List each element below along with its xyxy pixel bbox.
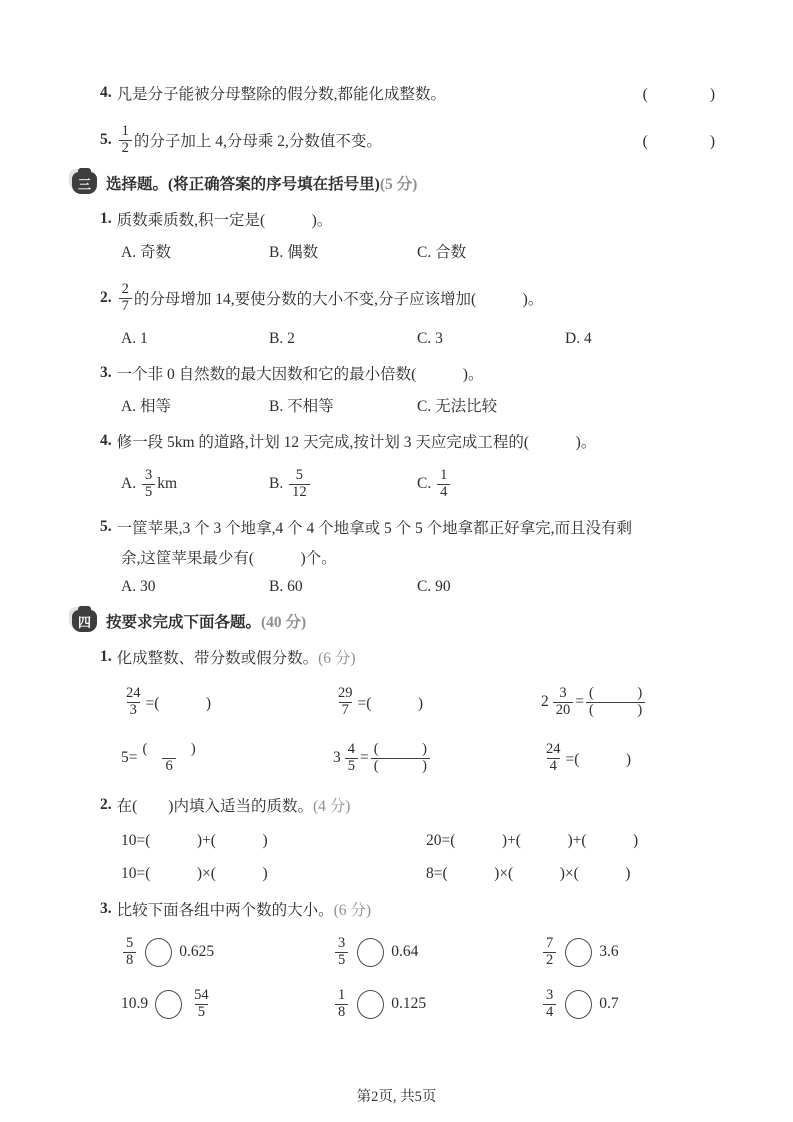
answer-blank[interactable]: =( ) [145, 695, 212, 713]
question-score: (4 分) [312, 798, 351, 816]
fill-question-3 [100, 898, 715, 920]
fraction: $\frac{29}{7}$ [338, 685, 353, 718]
compare-circle[interactable] [565, 938, 592, 967]
fraction: $\frac{3}{5}$ [335, 936, 348, 968]
section3-pouch-icon: 三 [72, 172, 97, 194]
question-number: 4. [100, 84, 112, 101]
fraction: $\frac{54}{5}$ [194, 987, 209, 1020]
question-text: 质数乘质数,积一定是( )。 [116, 212, 333, 230]
fraction: $\frac{5}{12}$ [289, 468, 310, 500]
page-footer: 第2页, 共5页 [356, 1089, 437, 1105]
section4-score: (40 分) [261, 614, 307, 632]
question-text: 比较下面各组中两个数的大小。 [116, 902, 334, 920]
compare-circle[interactable] [357, 938, 384, 967]
compare-pair: $\frac{7}{2}$ 3.6 [541, 936, 715, 968]
option-a[interactable]: A. 1 [121, 330, 148, 348]
mc-question-2 [100, 276, 715, 320]
question-score: (6 分) [318, 650, 356, 668]
answer-bracket[interactable]: ( ) [642, 133, 715, 151]
convert-item [121, 686, 333, 718]
section3-title: 选择题。(将正确答案的序号填在括号里) [106, 176, 380, 194]
compare-circle[interactable] [155, 990, 182, 1019]
fraction: $\frac{1}{2}$ [119, 124, 132, 156]
mc-question-3 [100, 362, 715, 384]
tf-item-5 [100, 124, 715, 156]
compare-pair: $\frac{3}{4}$ 0.7 [541, 988, 715, 1020]
compare-row-1 [121, 926, 715, 978]
question-text-line2: 余,这筐苹果最少有( )个。 [121, 550, 337, 568]
option-d[interactable]: D. 4 [565, 330, 592, 348]
fraction: $\frac{24}{3}$ [126, 685, 141, 718]
fraction: $\frac{2}{7}$ [119, 282, 132, 314]
section4-title: 按要求完成下面各题。 [106, 614, 262, 632]
option-b[interactable]: B. 不相等 [269, 398, 334, 416]
mc-question-1-options [121, 240, 715, 262]
fraction: $\frac{7}{2}$ [543, 936, 556, 968]
mc-question-5 [100, 516, 715, 538]
section4-header [72, 610, 715, 632]
compare-pair: $\frac{5}{8}$ 0.625 [121, 936, 333, 968]
fraction: $\frac{24}{4}$ [546, 741, 561, 774]
mc-question-4 [100, 430, 715, 452]
compare-circle[interactable] [145, 938, 172, 967]
fraction: $\frac{3}{20}$ [553, 686, 574, 718]
option-c[interactable]: C. 无法比较 [417, 398, 498, 416]
option-a[interactable]: A. $\frac{3}{5}$ km [121, 467, 178, 500]
option-c[interactable]: C. 3 [417, 330, 443, 348]
answer-fraction-blank[interactable]: $\frac{( )}{6}$ [142, 741, 196, 774]
answer-blank[interactable]: =( ) [357, 695, 424, 713]
option-c[interactable]: C. 90 [417, 578, 451, 596]
mc-question-1 [100, 208, 715, 230]
convert-item: 2 $\frac{3}{20}$ = $\frac{( )}{( )}$ [541, 686, 715, 718]
mc-question-5-options [121, 578, 715, 596]
compare-pair: 10.9 $\frac{54}{5}$ [121, 988, 333, 1020]
section3-header [72, 172, 715, 194]
answer-blank[interactable]: =( ) [565, 751, 632, 769]
question-number: 2. [100, 796, 112, 814]
question-text: 化成整数、带分数或假分数。 [116, 650, 319, 668]
convert-item: 3 $\frac{4}{5}$ = $\frac{( )}{( )}$ [333, 742, 541, 774]
compare-circle[interactable] [357, 990, 384, 1019]
convert-row-2 [121, 730, 715, 786]
option-a[interactable]: A. 奇数 [121, 244, 171, 262]
compare-pair: $\frac{1}{8}$ 0.125 [333, 988, 541, 1020]
section3-score: (5 分) [379, 176, 418, 194]
answer-blank[interactable]: 10=( )×( ) [121, 864, 268, 882]
option-c[interactable]: C. $\frac{1}{4}$ [417, 468, 565, 500]
question-text: 的分母增加 14,要使分数的大小不变,分子应该增加( )。 [133, 291, 544, 309]
question-number: 5. [100, 131, 112, 149]
question-text: 一个非 0 自然数的最大因数和它的最小倍数( )。 [116, 366, 484, 384]
option-a[interactable]: A. 相等 [121, 398, 171, 416]
compare-circle[interactable] [565, 990, 592, 1019]
question-number: 3. [100, 900, 112, 918]
answer-blank[interactable]: 8=( )×( )×( ) [426, 864, 631, 882]
convert-item: 5= $\frac{( )}{6}$ [121, 742, 333, 774]
option-b[interactable]: B. 2 [269, 330, 295, 348]
mc-question-3-options [121, 394, 715, 416]
page-content [77, 82, 715, 1030]
convert-item [541, 742, 715, 774]
mc-question-2-options [121, 330, 715, 348]
answer-fraction-blank[interactable]: $\frac{( )}{( )}$ [371, 742, 430, 774]
prime-row-2 [121, 855, 715, 888]
fill-question-2 [100, 794, 715, 816]
convert-item [333, 686, 541, 718]
question-number: 1. [100, 210, 112, 228]
answer-fraction-blank[interactable]: $\frac{( )}{( )}$ [586, 686, 645, 718]
tf-item-4 [100, 82, 715, 104]
answer-bracket[interactable]: ( ) [642, 86, 715, 103]
fraction: $\frac{5}{8}$ [123, 936, 136, 968]
answer-blank[interactable]: 10=( )+( ) [121, 831, 268, 849]
question-text: 的分子加上 4,分母乘 2,分数值不变。 [133, 133, 382, 151]
question-score: (6 分) [333, 902, 372, 920]
question-number: 1. [100, 648, 112, 666]
question-text: 凡是分子能被分母整除的假分数,都能化成整数。 [116, 86, 447, 103]
fraction: $\frac{3}{4}$ [543, 988, 556, 1020]
answer-blank[interactable]: 20=( )+( )+( ) [426, 831, 639, 849]
question-text: 在( )内填入适当的质数。 [116, 798, 313, 816]
section4-pouch-icon: 四 [72, 610, 97, 632]
question-text: 修一段 5km 的道路,计划 12 天完成,按计划 3 天应完成工程的( )。 [116, 434, 597, 452]
fraction: $\frac{1}{8}$ [335, 988, 348, 1020]
question-number: 2. [100, 289, 112, 307]
option-a[interactable]: A. 30 [121, 578, 156, 596]
compare-pair: $\frac{3}{5}$ 0.64 [333, 936, 541, 968]
prime-row-1 [121, 822, 715, 855]
fraction: $\frac{3}{5}$ [142, 468, 155, 500]
convert-row-1 [121, 674, 715, 730]
option-b[interactable]: B. 60 [269, 578, 303, 596]
question-number: 5. [100, 518, 112, 536]
question-number: 3. [100, 364, 112, 382]
fraction: $\frac{4}{5}$ [345, 742, 358, 774]
fraction: $\frac{1}{4}$ [437, 468, 450, 500]
option-c[interactable]: C. 合数 [417, 244, 467, 262]
question-number: 4. [100, 432, 112, 450]
option-b[interactable]: B. 偶数 [269, 244, 319, 262]
mc-question-4-options [121, 462, 715, 506]
fill-question-1 [100, 646, 715, 668]
compare-row-2 [121, 978, 715, 1030]
option-b[interactable]: B. $\frac{5}{12}$ [269, 468, 417, 500]
question-text-line1: 一筐苹果,3 个 3 个地拿,4 个 4 个地拿或 5 个 5 个地拿都正好拿完,而且没有剩 [116, 520, 633, 538]
